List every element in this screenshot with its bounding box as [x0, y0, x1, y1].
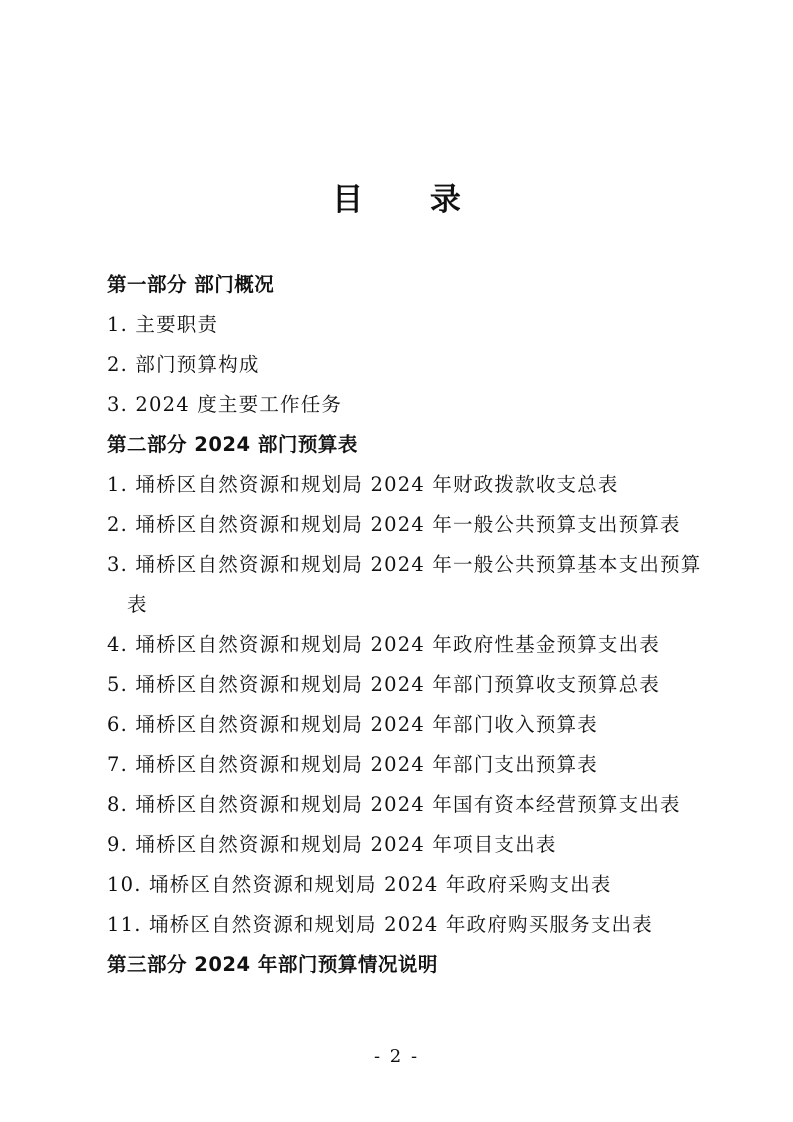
- toc-item[interactable]: 1. 埇桥区自然资源和规划局 2024 年财政拨款收支总表: [107, 473, 619, 496]
- toc-item[interactable]: 11. 埇桥区自然资源和规划局 2024 年政府购买服务支出表: [107, 913, 653, 936]
- table-of-contents: [107, 265, 707, 985]
- toc-item[interactable]: 4. 埇桥区自然资源和规划局 2024 年政府性基金预算支出表: [107, 633, 661, 656]
- toc-item[interactable]: 8. 埇桥区自然资源和规划局 2024 年国有资本经营预算支出表: [107, 793, 681, 816]
- toc-item[interactable]: 2. 部门预算构成: [107, 353, 260, 376]
- toc-part-2-heading[interactable]: 第二部分 2024 部门预算表: [107, 433, 358, 456]
- toc-part-1-heading[interactable]: 第一部分 部门概况: [107, 273, 275, 296]
- toc-item-continuation[interactable]: 表: [127, 593, 148, 616]
- page-number: - 2 -: [373, 1046, 420, 1067]
- toc-item[interactable]: 5. 埇桥区自然资源和规划局 2024 年部门预算收支预算总表: [107, 673, 661, 696]
- page-title: 目 录: [332, 182, 489, 218]
- toc-item[interactable]: 6. 埇桥区自然资源和规划局 2024 年部门收入预算表: [107, 713, 598, 736]
- toc-item[interactable]: 1. 主要职责: [107, 313, 219, 336]
- toc-item[interactable]: 3. 2024 度主要工作任务: [107, 393, 343, 416]
- toc-item[interactable]: 9. 埇桥区自然资源和规划局 2024 年项目支出表: [107, 833, 557, 856]
- toc-item[interactable]: 10. 埇桥区自然资源和规划局 2024 年政府采购支出表: [107, 873, 612, 896]
- toc-item[interactable]: 2. 埇桥区自然资源和规划局 2024 年一般公共预算支出预算表: [107, 513, 681, 536]
- toc-part-3-heading[interactable]: 第三部分 2024 年部门预算情况说明: [107, 953, 438, 976]
- toc-item[interactable]: 3. 埇桥区自然资源和规划局 2024 年一般公共预算基本支出预算: [107, 553, 702, 576]
- toc-item[interactable]: 7. 埇桥区自然资源和规划局 2024 年部门支出预算表: [107, 753, 598, 776]
